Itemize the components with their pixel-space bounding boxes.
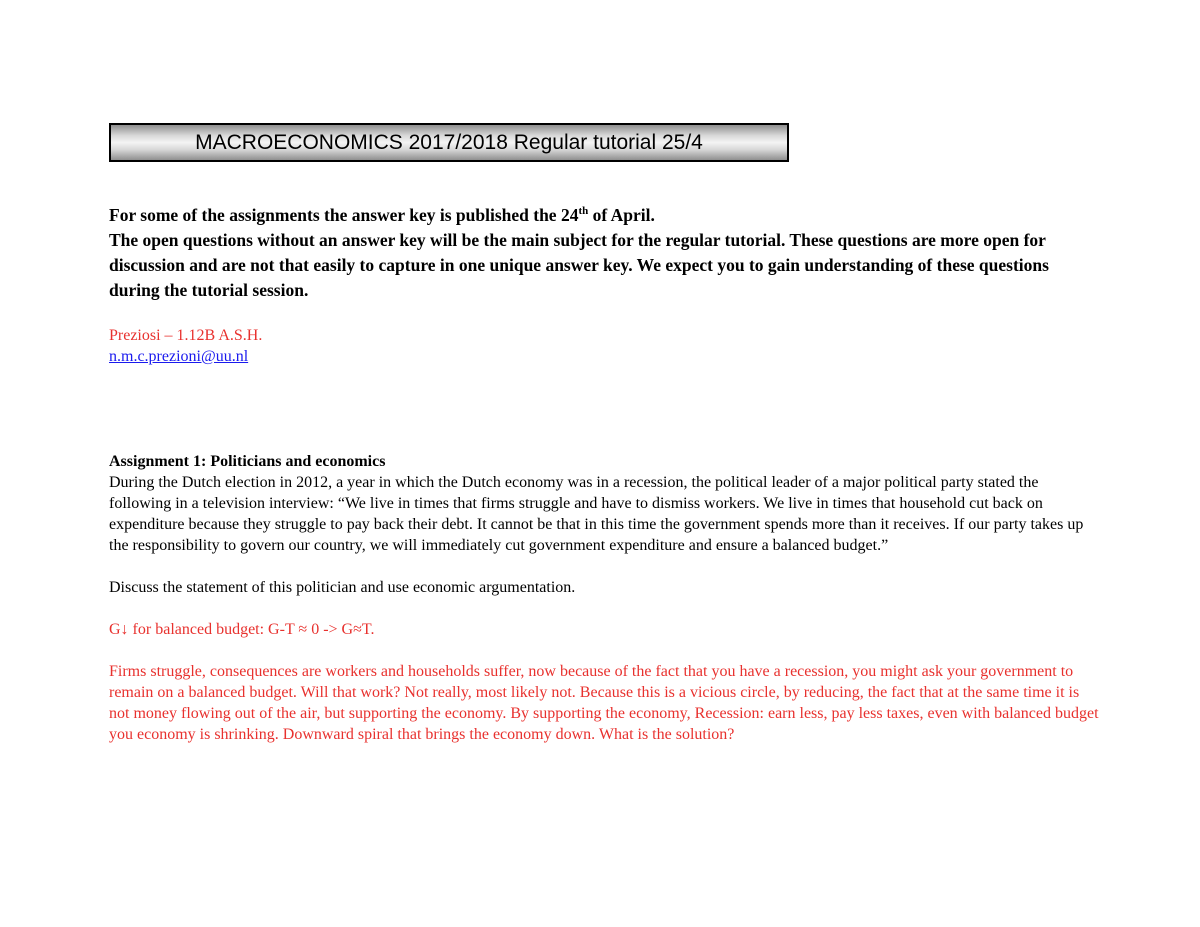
intro-line1-end: of April. bbox=[588, 205, 655, 225]
contact-name-room: Preziosi – 1.12B A.S.H. bbox=[109, 327, 263, 344]
contact-email-link[interactable]: n.m.c.prezioni@uu.nl bbox=[109, 348, 249, 365]
answer-note: G↓ for balanced budget: G-T ≈ 0 -> G≈T. bbox=[109, 621, 375, 638]
assignment-statement: During the Dutch election in 2012, a year in which the Dutch economy was in a recession, the political leader of a major political party stated the following in a television interview: “We live in times that firms struggle and have to dismiss workers. We live in times that household cut back on expenditure because they struggle to pay back their debt. It cannot be that in this time the government spends more than it receives. If our party takes up the responsibility to govern our country, we will immediately cut government expenditure and ensure a balanced budget.” bbox=[109, 474, 1084, 554]
assignment-heading: Assignment 1: Politicians and economics bbox=[109, 453, 386, 470]
intro-paragraph: The open questions without an answer key will be the main subject for the regular tutorial. These questions are more open for discussion and are not that easily to capture in one unique answer key. We expect you to gain understanding of these questions during the tutorial session. bbox=[109, 230, 1049, 300]
title-banner bbox=[109, 123, 789, 162]
intro-line1-text: For some of the assignments the answer key is published the 24 bbox=[109, 205, 579, 225]
answer-text: Firms struggle, consequences are workers and households suffer, now because of the fact that you have a recession, you might ask your government to remain on a balanced budget. Will that work? Not really, most likely not. Because this is a vicious circle, by reducing, the fact that at the same time it is not money flowing out of the air, but supporting the economy. By supporting the economy, Recession: earn less, pay less taxes, even with balanced budget you economy is shrinking. Downward spiral that brings the economy down. What is the solution? bbox=[109, 663, 1099, 743]
intro-line1-sup: th bbox=[578, 205, 589, 217]
intro-section bbox=[109, 203, 1099, 303]
document-title: MACROECONOMICS 2017/2018 Regular tutorial 25/4 bbox=[195, 130, 703, 154]
assignment-1 bbox=[109, 451, 1099, 745]
contact-block bbox=[109, 325, 262, 367]
intro-first-line bbox=[109, 203, 1099, 228]
assignment-question: Discuss the statement of this politician and use economic argumentation. bbox=[109, 579, 576, 596]
